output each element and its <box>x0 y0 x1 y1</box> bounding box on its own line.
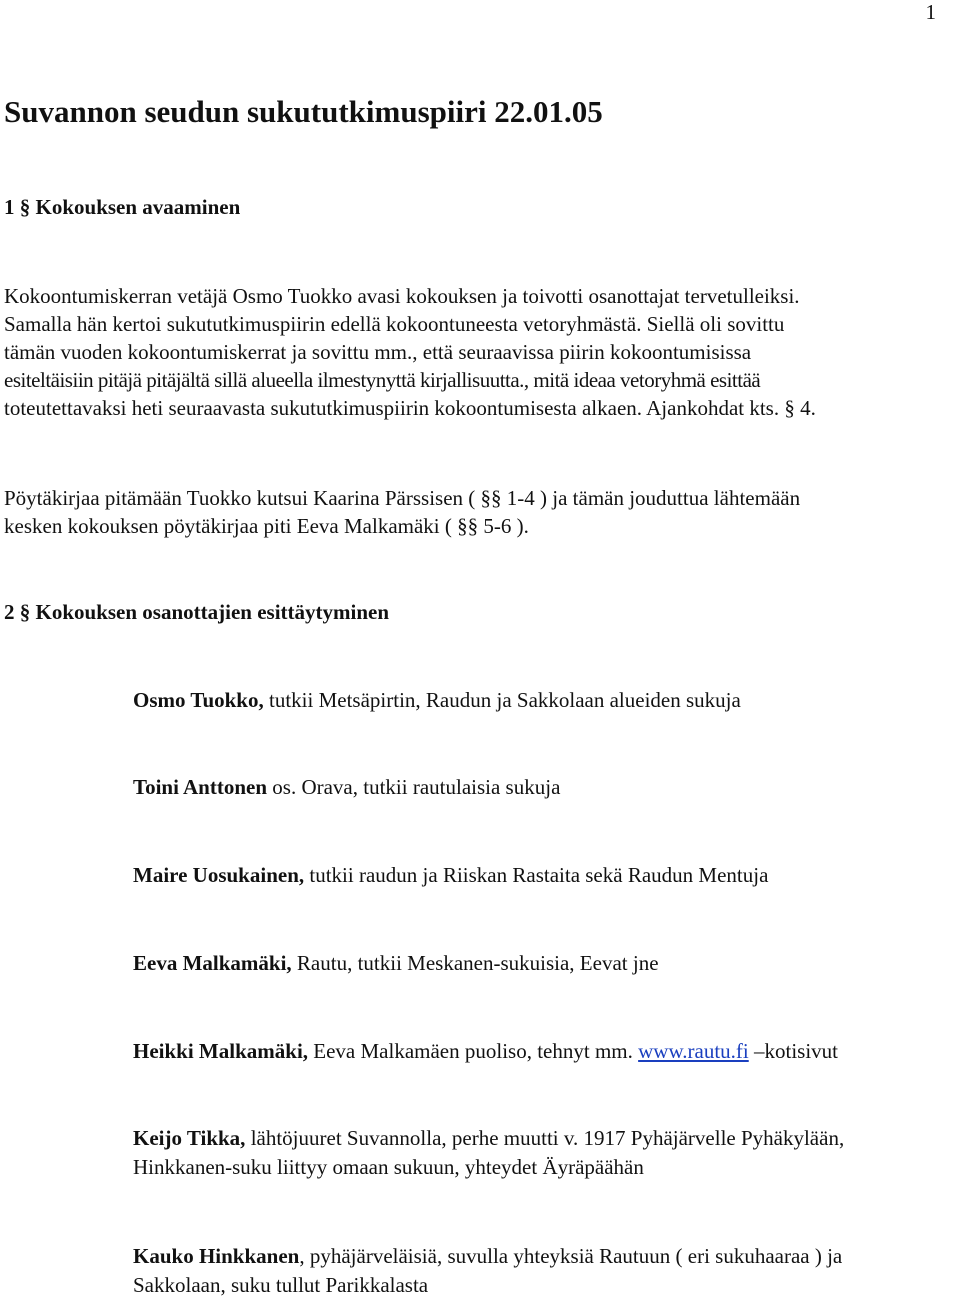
member-entry <box>133 1242 959 1299</box>
member-entry <box>133 861 959 890</box>
paragraph-line: toteutettavaksi heti seuraavasta sukututkimuspiirin kokoontumisesta alkaen. Ajankohdat kts. § 4. <box>4 394 959 422</box>
website-link[interactable]: www.rautu.fi <box>638 1039 749 1063</box>
member-description: Eeva Malkamäen puoliso, tehnyt mm. <box>308 1039 638 1063</box>
member-entry <box>133 1124 959 1181</box>
member-entry <box>133 773 959 802</box>
member-description: tutkii raudun ja Riiskan Rastaita sekä Raudun Mentuja <box>304 863 768 887</box>
member-name: Eeva Malkamäki, <box>133 951 292 975</box>
paragraph-line: esiteltäisiin pitäjä pitäjältä sillä alueella ilmestynyttä kirjallisuutta., mitä ideaa vetoryhmä esittää <box>4 366 959 394</box>
member-description: os. Orava, tutkii rautulaisia sukuja <box>267 775 560 799</box>
section-1-heading: 1 § Kokouksen avaaminen <box>4 194 240 220</box>
member-description: tutkii Metsäpirtin, Raudun ja Sakkolaan alueiden sukuja <box>264 688 741 712</box>
document-title: Suvannon seudun sukututkimuspiiri 22.01.05 <box>4 94 603 130</box>
section-1-paragraph-2 <box>4 484 959 540</box>
member-name: Toini Anttonen <box>133 775 267 799</box>
member-entry <box>133 1037 959 1066</box>
member-description-suffix: –kotisivut <box>749 1039 838 1063</box>
member-description-line-2: Hinkkanen-suku liittyy omaan sukuun, yhteydet Äyräpäähän <box>133 1153 959 1182</box>
member-name: Keijo Tikka, <box>133 1126 245 1150</box>
member-name: Heikki Malkamäki, <box>133 1039 308 1063</box>
member-name: Kauko Hinkkanen <box>133 1244 299 1268</box>
paragraph-line: Samalla hän kertoi sukututkimuspiirin edellä kokoontuneesta vetoryhmästä. Siellä oli sovittu <box>4 310 959 338</box>
member-entry <box>133 686 959 715</box>
member-name: Maire Uosukainen, <box>133 863 304 887</box>
member-description: , pyhäjärveläisiä, suvulla yhteyksiä Rautuun ( eri sukuhaaraa ) ja <box>299 1244 842 1268</box>
paragraph-line: kesken kokouksen pöytäkirjaa piti Eeva Malkamäki ( §§ 5-6 ). <box>4 512 959 540</box>
page-number: 1 <box>926 0 937 24</box>
member-entry <box>133 949 959 978</box>
section-1-paragraph-1 <box>4 282 959 422</box>
paragraph-line: Kokoontumiskerran vetäjä Osmo Tuokko avasi kokouksen ja toivotti osanottajat tervetulleiksi. <box>4 282 959 310</box>
member-description-line-2: Sakkolaan, suku tullut Parikkalasta <box>133 1271 959 1299</box>
paragraph-line: Pöytäkirjaa pitämään Tuokko kutsui Kaarina Pärssisen ( §§ 1-4 ) ja tämän jouduttua lähtemään <box>4 484 959 512</box>
section-2-heading: 2 § Kokouksen osanottajien esittäytyminen <box>4 599 389 625</box>
member-description: lähtöjuuret Suvannolla, perhe muutti v. 1917 Pyhäjärvelle Pyhäkylään, <box>245 1126 844 1150</box>
member-description: Rautu, tutkii Meskanen-sukuisia, Eevat jne <box>292 951 659 975</box>
paragraph-line: tämän vuoden kokoontumiskerrat ja sovittu mm., että seuraavissa piirin kokoontumisissa <box>4 338 959 366</box>
member-name: Osmo Tuokko, <box>133 688 264 712</box>
